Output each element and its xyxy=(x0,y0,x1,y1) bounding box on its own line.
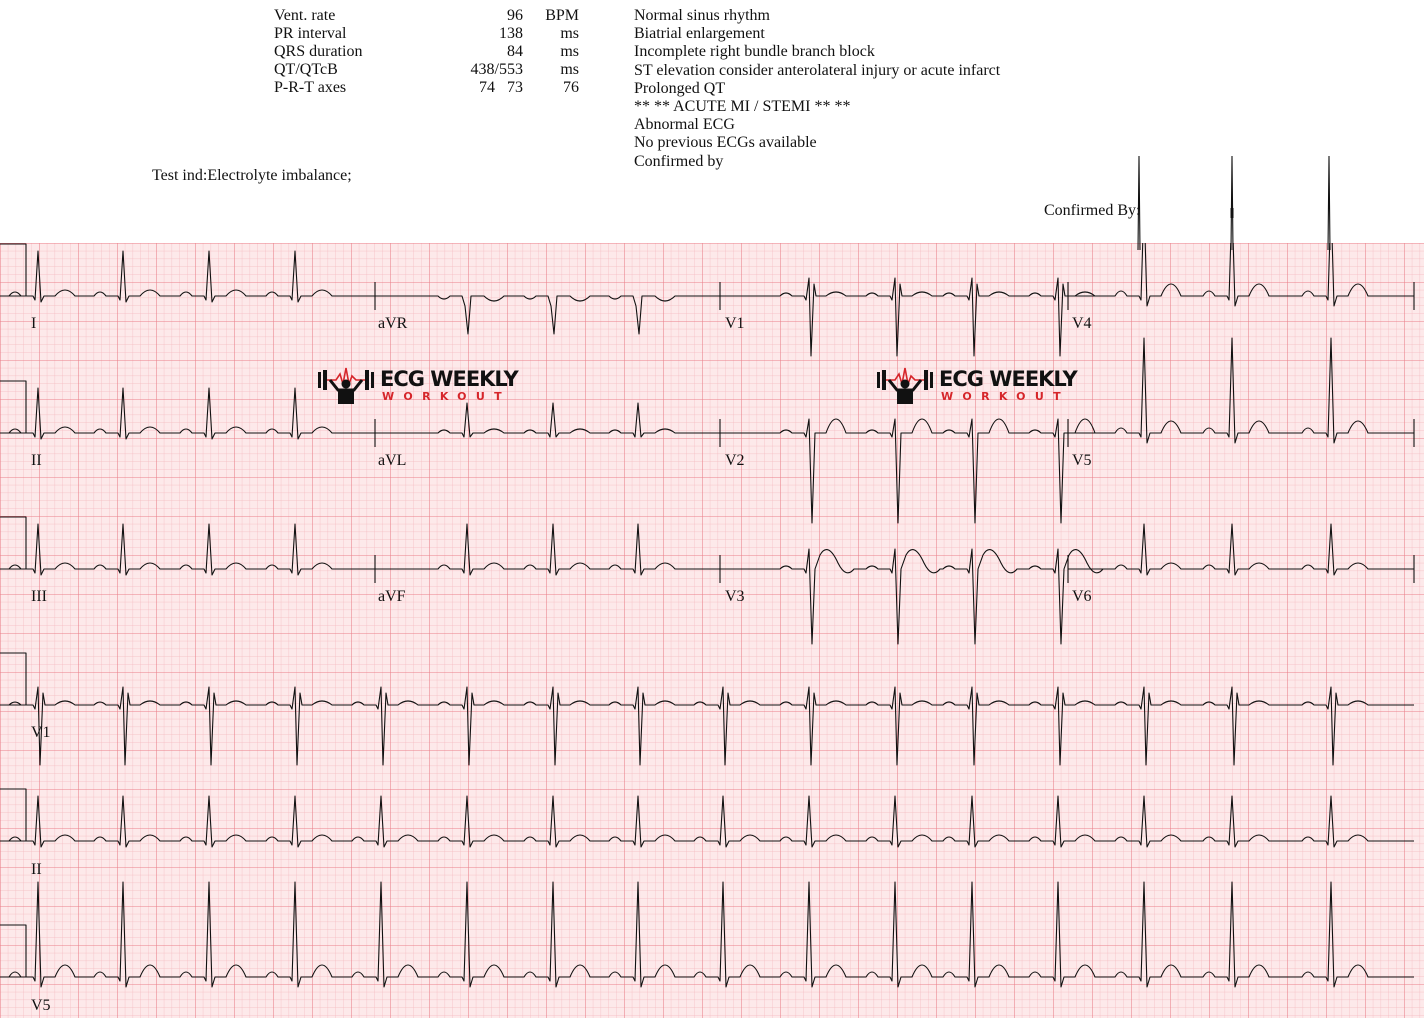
lead-label-I: I xyxy=(31,315,37,332)
weightlifter-icon xyxy=(875,364,935,408)
measure-unit-qrs: ms xyxy=(560,43,579,60)
lead-label-aVL: aVL xyxy=(378,452,407,469)
measure-label-qrs: QRS duration xyxy=(274,43,363,60)
measurements-block xyxy=(0,7,600,107)
measure-value-vent-rate: 96 xyxy=(507,7,523,24)
interp-line: Confirmed by xyxy=(634,152,724,170)
measure-unit-pr: ms xyxy=(560,25,579,42)
measure-label-pr: PR interval xyxy=(274,25,347,42)
lead-label-V3: V3 xyxy=(725,588,745,605)
v4-spike-overflow xyxy=(1120,150,1350,250)
logo-subtitle: WORKOUT xyxy=(382,390,511,403)
weightlifter-icon xyxy=(316,364,376,408)
measure-value-pr: 138 xyxy=(499,25,523,42)
interp-line: Biatrial enlargement xyxy=(634,25,765,43)
interp-line: Incomplete right bundle branch block xyxy=(634,43,875,61)
lead-label-II: II xyxy=(31,452,42,469)
lead-label-V4: V4 xyxy=(1072,315,1092,332)
measure-label-vent-rate: Vent. rate xyxy=(274,7,336,24)
measure-label-qt: QT/QTcB xyxy=(274,61,338,78)
interp-line: Normal sinus rhythm xyxy=(634,7,770,24)
ecg-weekly-logo xyxy=(316,364,516,408)
lead-label-V5: V5 xyxy=(1072,452,1092,469)
lead-label-aVF: aVF xyxy=(378,588,406,605)
logo-title: ECG WEEKLY xyxy=(380,367,518,391)
lead-label-V6: V6 xyxy=(1072,588,1092,605)
ecg-tracing xyxy=(0,243,1424,1018)
test-indication: Test ind:Electrolyte imbalance; xyxy=(152,167,352,184)
measure-value-axes: 74 73 xyxy=(479,79,523,96)
interp-line: Abnormal ECG xyxy=(634,116,735,134)
interpretation-block xyxy=(634,7,1000,171)
grid-lines xyxy=(0,243,1424,1018)
ecg-paper xyxy=(0,243,1424,1018)
measure-value-qrs: 84 xyxy=(507,43,523,60)
logo-title: ECG WEEKLY xyxy=(939,367,1077,391)
rhythm-label-II: II xyxy=(31,861,42,878)
ecg-weekly-logo xyxy=(875,364,1075,408)
interp-line: ST elevation consider anterolateral injury or acute infarct xyxy=(634,61,1001,79)
lead-label-aVR: aVR xyxy=(378,315,408,332)
logo-subtitle: WORKOUT xyxy=(941,390,1070,403)
measure-label-axes: P-R-T axes xyxy=(274,79,347,96)
measure-value-qt: 438/553 xyxy=(470,61,523,78)
measure-unit-qt: ms xyxy=(560,61,579,78)
interp-line-stemi: ** ** ACUTE MI / STEMI ** ** xyxy=(634,98,851,116)
interp-line: No previous ECGs available xyxy=(634,134,817,152)
confirmed-by-label: Confirmed By: xyxy=(1044,202,1141,219)
lead-label-III: III xyxy=(31,588,47,605)
measure-unit-axes: 76 xyxy=(563,79,579,96)
interp-line: Prolonged QT xyxy=(634,79,726,97)
rhythm-label-V1: V1 xyxy=(31,724,51,741)
measure-unit-vent-rate: BPM xyxy=(545,7,579,24)
lead-label-V2: V2 xyxy=(725,452,745,469)
lead-label-V1: V1 xyxy=(725,315,745,332)
rhythm-label-V5: V5 xyxy=(31,997,51,1014)
